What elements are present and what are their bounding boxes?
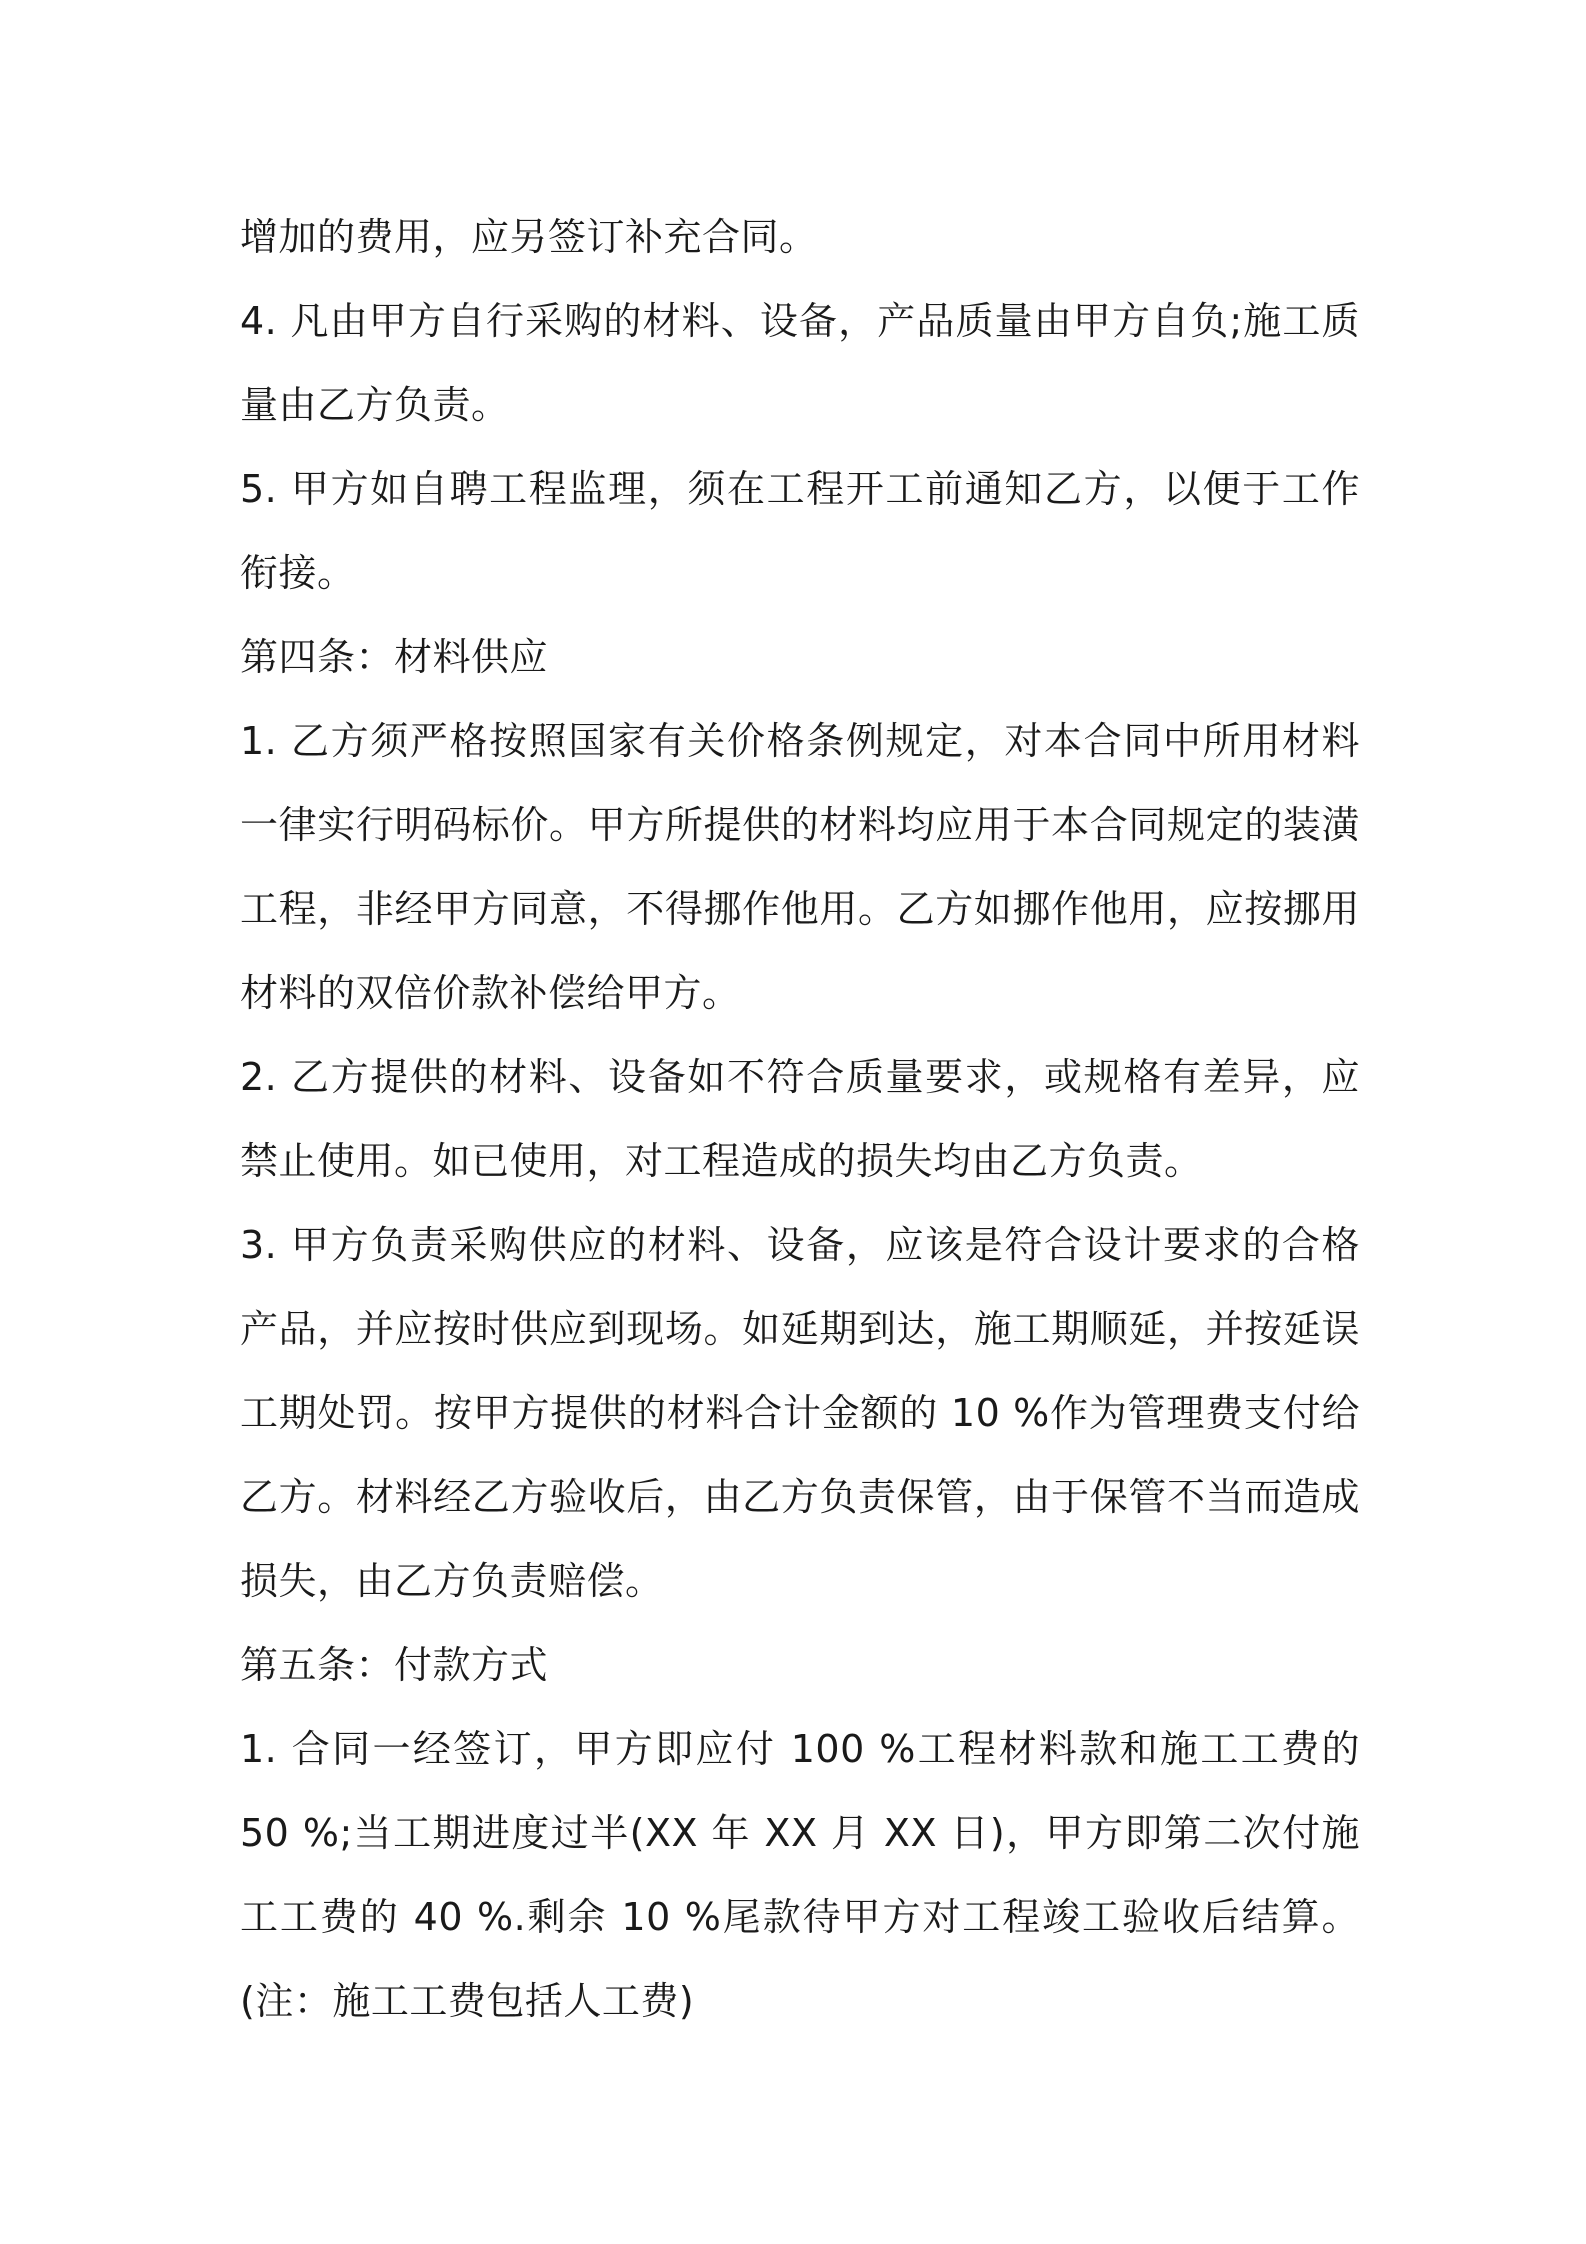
- clause-4-item-3: 3. 甲方负责采购供应的材料、设备，应该是符合设计要求的合格产品，并应按时供应到现场。如延期到达，施工期顺延，并按延误工期处罚。按甲方提供的材料合计金额的 10 %作为管理费支付给乙方。材料经乙方验收后，由乙方负责保管，由于保管不当而造成损失，由乙方负责赔偿。: [240, 1223, 1360, 1603]
- clause-4-item-2: 2. 乙方提供的材料、设备如不符合质量要求，或规格有差异，应禁止使用。如已使用，对工程造成的损失均由乙方负责。: [240, 1055, 1360, 1183]
- clause-3-item-5: 5. 甲方如自聘工程监理，须在工程开工前通知乙方，以便于工作衔接。: [240, 467, 1360, 595]
- section-heading-article-5: 第五条：付款方式: [240, 1643, 549, 1687]
- clause-3-item-4: 4. 凡由甲方自行采购的材料、设备，产品质量由甲方自负;施工质量由乙方负责。: [240, 299, 1360, 427]
- paragraph-continuation: 增加的费用，应另签订补充合同。: [240, 215, 818, 259]
- clause-4-item-1: 1. 乙方须严格按照国家有关价格条例规定，对本合同中所用材料一律实行明码标价。甲方所提供的材料均应用于本合同规定的装潢工程，非经甲方同意，不得挪作他用。乙方如挪作他用，应按挪用材料的双倍价款补偿给甲方。: [240, 719, 1360, 1015]
- section-heading-article-4: 第四条：材料供应: [240, 635, 549, 679]
- clause-5-item-1: 1. 合同一经签订，甲方即应付 100 %工程材料款和施工工费的50 %;当工期进度过半(XX 年 XX 月 XX 日)，甲方即第二次付施工工费的 40 %.剩余 10 %尾款待甲方对工程竣工验收后结算。(注：施工工费包括人工费): [240, 1727, 1360, 2023]
- document-body: [240, 195, 1360, 2043]
